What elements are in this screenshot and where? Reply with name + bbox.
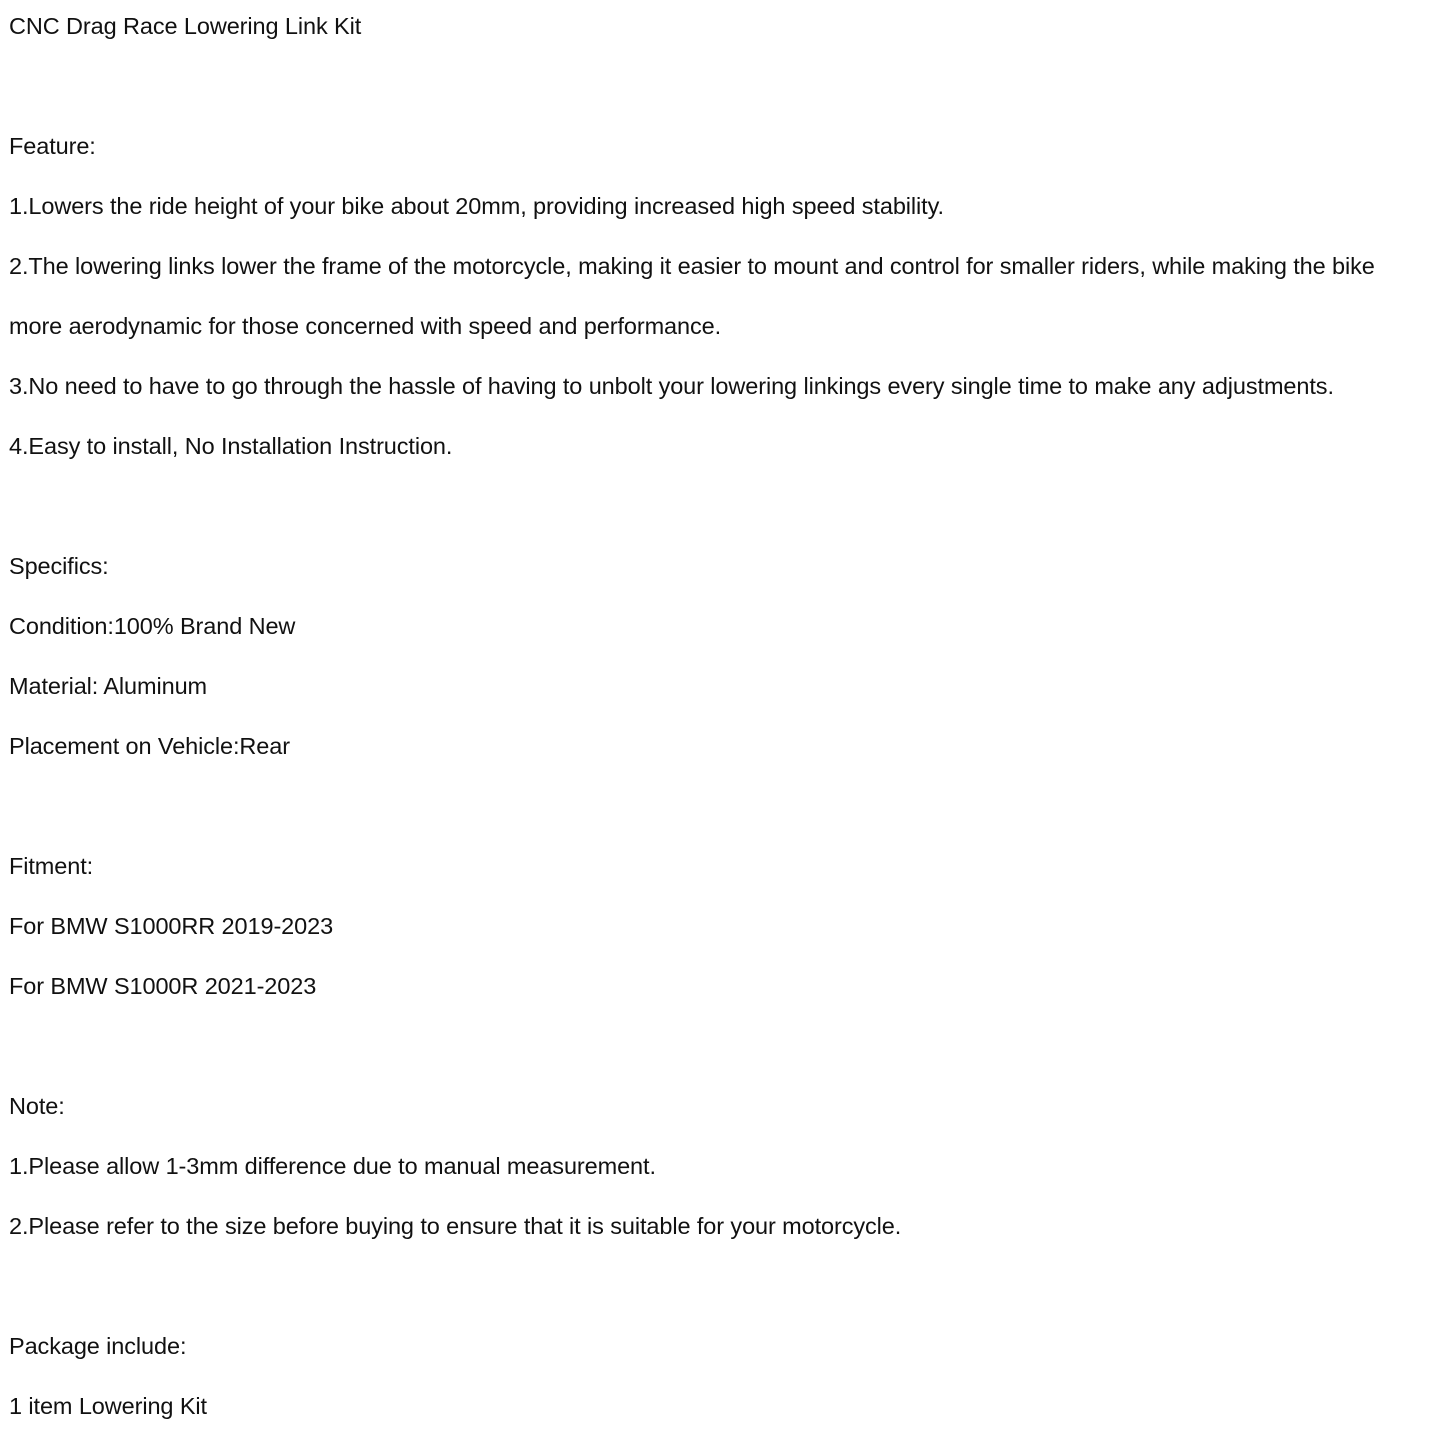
feature-heading: Feature: (9, 133, 96, 159)
note-item: 1.Please allow 1-3mm difference due to manual measurement. (9, 1153, 656, 1179)
feature-item: 1.Lowers the ride height of your bike about 20mm, providing increased high speed stability. (9, 193, 944, 219)
note-heading: Note: (9, 1093, 65, 1119)
feature-item: 4.Easy to install, No Installation Instruction. (9, 433, 453, 459)
fitment-heading: Fitment: (9, 853, 94, 879)
package-heading: Package include: (9, 1333, 187, 1359)
fitment-item: For BMW S1000RR 2019-2023 (9, 913, 334, 939)
feature-item-continuation: more aerodynamic for those concerned with speed and performance. (9, 313, 722, 339)
specifics-item: Material: Aluminum (9, 673, 208, 699)
feature-item: 3.No need to have to go through the hassle of having to unbolt your lowering linkings every single time to make any adjustments. (9, 373, 1334, 399)
specifics-heading: Specifics: (9, 553, 109, 579)
package-item: 1 item Lowering Kit (9, 1393, 207, 1419)
specifics-item: Placement on Vehicle:Rear (9, 733, 290, 759)
feature-item: 2.The lowering links lower the frame of the motorcycle, making it easier to mount and control for smaller riders, while making the bike (9, 253, 1375, 279)
product-title: CNC Drag Race Lowering Link Kit (9, 13, 362, 39)
fitment-item: For BMW S1000R 2021-2023 (9, 973, 317, 999)
note-item: 2.Please refer to the size before buying to ensure that it is suitable for your motorcycle. (9, 1213, 902, 1239)
specifics-item: Condition:100% Brand New (9, 613, 296, 639)
